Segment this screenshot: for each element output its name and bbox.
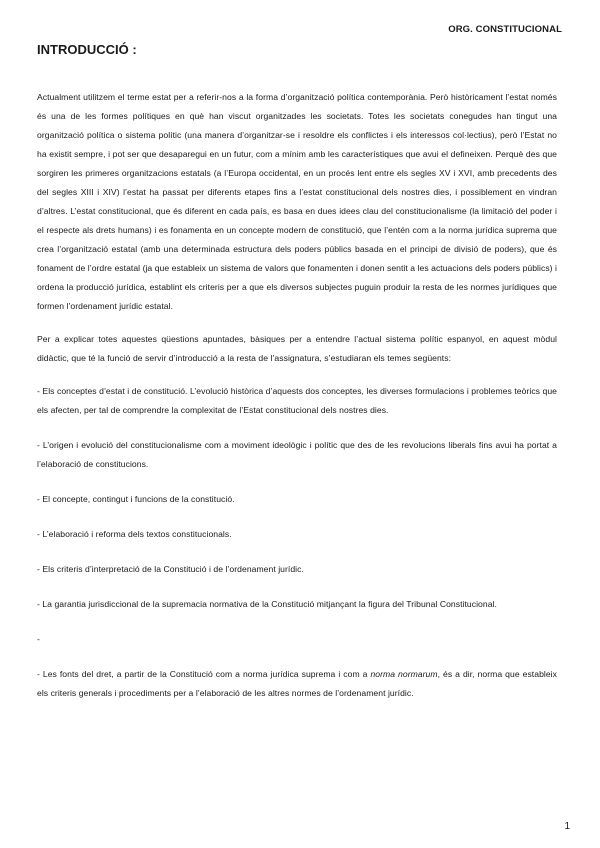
topic-item-prefix: - Les fonts del dret, a partir de la Constitució com a norma jurídica suprema i com a — [37, 669, 371, 679]
section-title: INTRODUCCIÓ : — [37, 42, 137, 57]
topic-item-empty: - — [37, 634, 40, 644]
topics-intro-paragraph: Per a explicar totes aquestes qüestions apuntades, bàsiques per a entendre l’actual sistema polític espanyol, en aquest mòdul didàctic, que té la funció de servir d’introducció a la resta de l’assignatura, s’estudiaran els temes següents: — [37, 334, 557, 363]
topic-item: - L’origen i evolució del constitucionalisme com a moviment ideològic i polític que des de les revolucions liberals fins avui ha portat a l’elaboració de constitucions. — [37, 440, 557, 469]
page-number: 1 — [564, 821, 570, 832]
topic-item: - La garantia jurisdiccional de la supremacia normativa de la Constitució mitjançant la figura del Tribunal Constitucional. — [37, 599, 497, 609]
document-body — [37, 88, 557, 719]
topic-item: - L’elaboració i reforma dels textos constitucionals. — [37, 529, 232, 539]
topic-item-suffix: , és a dir, norma que estableix els criteris generals i procediments per a l’elaboració de les altres normes de l’ordenament jurídic. — [37, 669, 557, 698]
topic-item: - El concepte, contingut i funcions de la constitució. — [37, 494, 235, 504]
topic-item-sources — [37, 665, 557, 703]
latin-term: norma normarum — [370, 669, 438, 679]
running-header: ORG. CONSTITUCIONAL — [448, 24, 562, 35]
topics-list — [37, 382, 557, 703]
topic-item: - Els conceptes d’estat i de constitució. L’evolució històrica d’aquests dos conceptes, les diverses formulacions i problemes teòrics que els afecten, per tal de comprendre la complexitat de l’Estat constitucional dels nostres dies. — [37, 386, 557, 415]
intro-paragraph: Actualment utilitzem el terme estat per a referir-nos a la forma d’organització política contemporània. Però històricament l’estat només és una de les formes polítiques en què han viscut organitzades les societats. Totes les societats conegudes han tingut una organització política o sistema polític (una manera d’organitzar-se i resoldre els conflictes i els interessos col·lectius), però l’Estat no ha existit sempre, i pot ser que desaparegui en un futur, com a mínim amb les característiques que avui el defineixen. Perquè des que sorgiren les primeres organitzacions estatals (a l’Europa occidental, en un procés lent entre els segles XV i XVI, amb precedents des del segles XIII i XIV) l’estat ha passat per diferents etapes fins a l’estat constitucional dels nostres dies, i possiblement en vindran d’altres. L’estat constitucional, que és diferent en cada país, es basa en dues idees clau del constitucionalisme (la limitació del poder i el respecte als drets humans) i es fonamenta en un concepte modern de constitució, que l’entén com a la norma jurídica suprema que crea l’organització estatal (amb una determinada estructura dels poders públics basada en el principi de divisió de poders), que és fonament de l’ordre estatal (ja que estableix un sistema de valors que fonamenten i donen sentit a les actuacions dels poders públics) i ordena la producció jurídica, establint els criteris per a que els diversos subjectes puguin produir la resta de les normes jurídiques que formen l’ordenament jurídic estatal. — [37, 92, 557, 311]
topic-item: - Els criteris d’interpretació de la Constitució i de l’ordenament jurídic. — [37, 564, 304, 574]
